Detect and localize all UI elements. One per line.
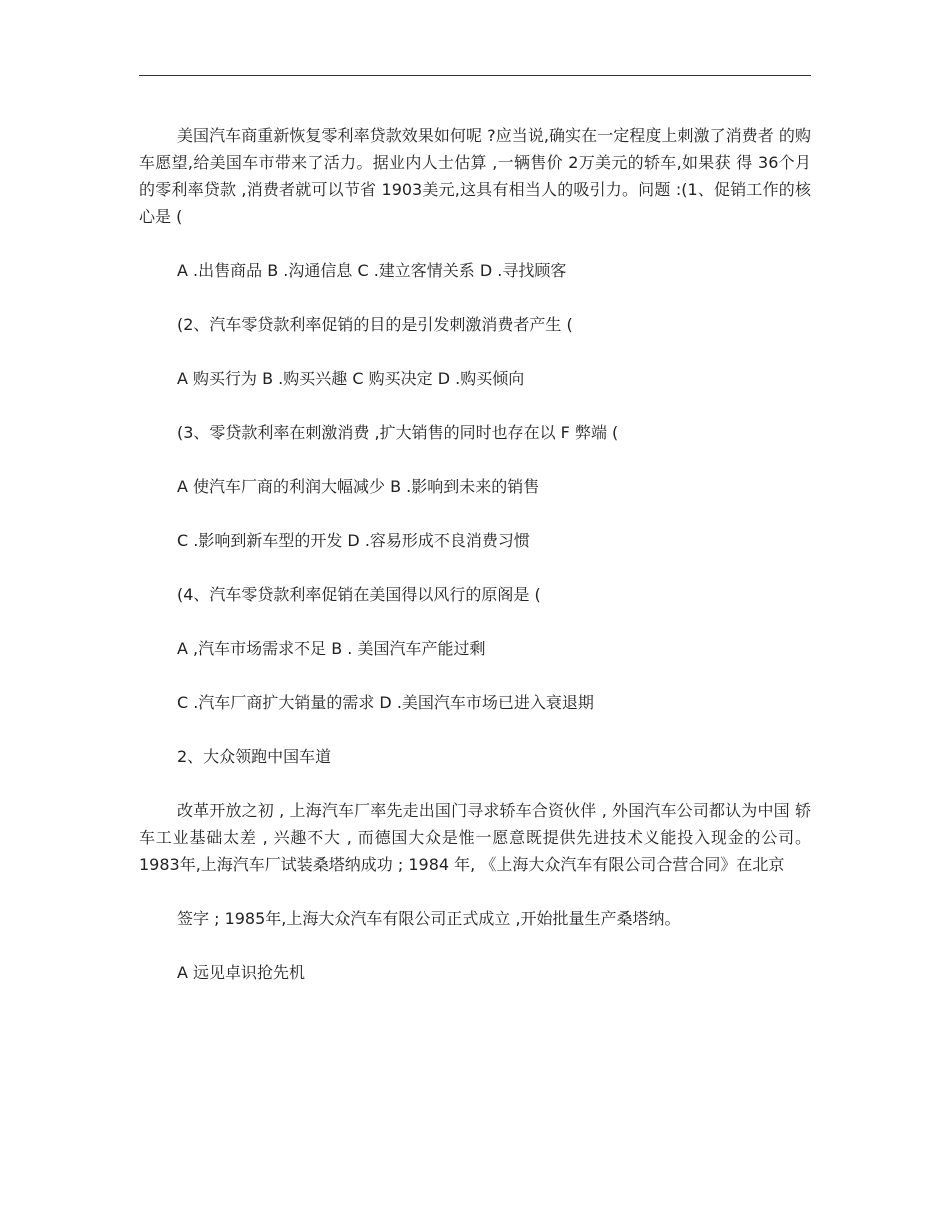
paragraph-case-2: 改革开放之初 , 上海汽车厂率先走出国门寻求轿车合资伙伴 , 外国汽车公司都认为中国 轿车工业基础太差 , 兴趣不大 , 而德国大众是惟一愿意既提供先进技术义能投入现金的公司。 1983年,上海汽车厂试装桑塔纳成功 ; 1984 年, 《上海大众汽车有限公司合营合同》在北京	[139, 801, 811, 874]
q4-options-a-b: A ,汽车市场需求不足 B . 美国汽车产能过剩	[177, 639, 486, 658]
q1-options: A .出售商品 B .沟通信息 C .建立客情关系 D .寻找顾客	[177, 261, 567, 280]
paragraph-signing: 签字 ; 1985年,上海大众汽车有限公司正式成立 ,开始批量生产桑塔纳。	[177, 909, 681, 928]
q3-options-a-b: A 使汽车厂商的利润大幅减少 B .影响到未来的销售	[177, 477, 540, 496]
subheading-a: A 远见卓识抢先机	[177, 963, 306, 982]
q4-options-c-d: C .汽车厂商扩大销量的需求 D .美国汽车市场已进入衰退期	[177, 693, 594, 712]
document-body	[139, 122, 811, 986]
case-2-heading: 2、大众领跑中国车道	[177, 747, 332, 766]
paragraph-intro: 美国汽车商重新恢复零利率贷款效果如何呢 ?应当说,确实在一定程度上刺激了消费者 的购车愿望,给美国车市带来了活力。据业内人士估算 ,一辆售价 2万美元的轿车,如果获 得 36个月的零利率贷款 ,消费者就可以节省 1903美元,这具有相当人的吸引力。问题 :(1、促销工作的核心是 (	[139, 126, 811, 226]
header-rule	[139, 75, 811, 76]
q2-options: A 购买行为 B .购买兴趣 C 购买决定 D .购买倾向	[177, 369, 525, 388]
q3-options-c-d: C .影响到新车型的开发 D .容易形成不良消费习惯	[177, 531, 530, 550]
q4-question: (4、汽车零贷款利率促销在美国得以风行的原阁是 (	[177, 585, 541, 604]
q2-question: (2、汽车零贷款利率促销的目的是引发刺激消费者产生 (	[177, 315, 573, 334]
q3-question: (3、零贷款利率在刺激消费 ,扩大销售的同时也存在以 F 弊端 (	[177, 423, 619, 442]
